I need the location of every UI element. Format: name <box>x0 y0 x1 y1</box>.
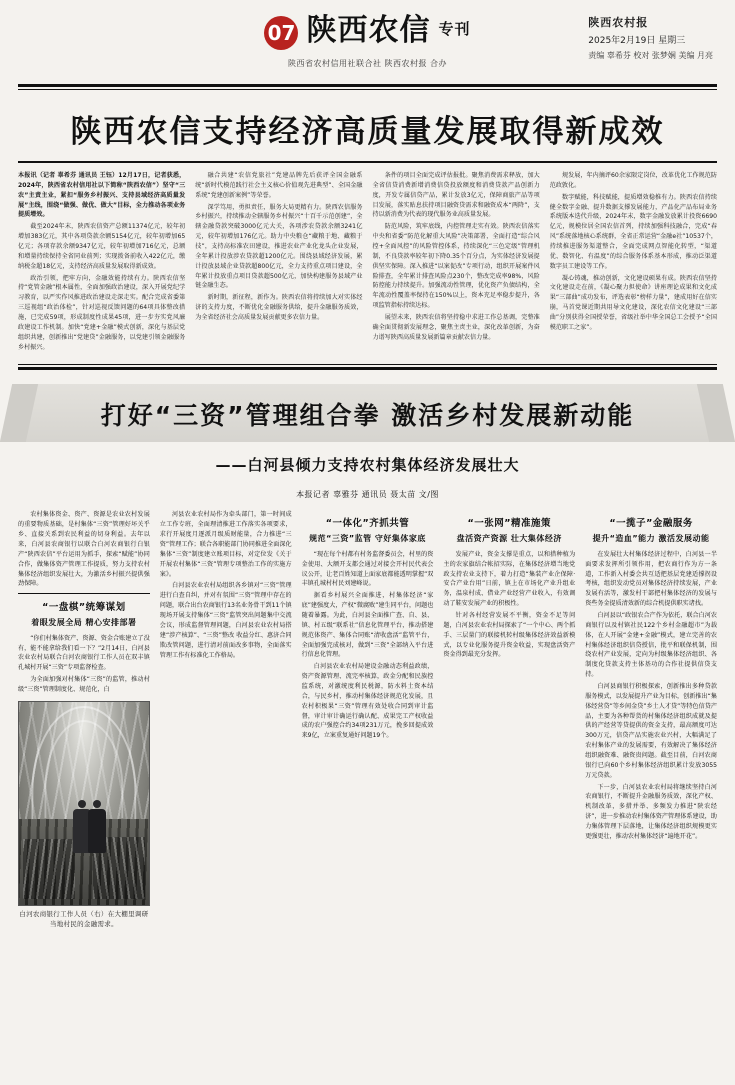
a2-subhead-3: “一张网”精准施策 <box>467 518 552 530</box>
a2-c2-p1: 河县农业农村局作为牵头部门，第一时间成立工作专班，全面理清推进工作落实各项要求，求行开展度月逐派月级质财能量，合力推进“三资”管理工作；联合各职能部门协同推进全面深化集体“三资”制度建立账项目标，对定位发《关于开展农村集体“三资”管理专项整治工作的实施方案》。 <box>159 511 292 578</box>
article1-c4-p2: 数字赋能，科技赋能，提质增效稳推有力。陕西农信持续健全数字金融、提升数据支撑发展能力，产品化产品布局业务系统版本迭代升级，2024年末，数字金融发放累计投资6690亿元，规模位居全国农信首列，持续加强科技融合，完成“春风”系统落地核心系统群，全省正常运营“金融e社”10537个，持续推进服务渠道整合，全面完成网点智能化转型，“渠道优、数智化、有温度”的综合服务体系基本形成，推动泛渠道数字员工建设等工作。 <box>549 193 717 270</box>
masthead-title: 陕西农信 <box>306 13 431 48</box>
article2-column-5 <box>585 510 717 931</box>
banner-background <box>18 384 717 442</box>
a2-c5-p2: 白河县以“政银农合产作为依托，联合白河农商银行以及村镇社民122个乡村金融超市”为载体，在人开展“金建+金融”模式，建立完善的农村集体经济组织信贷授信，批平和联保机制，围绕农村产业发展，定向为村级集体经济组织、各制度化贷款支持主体基功的合作社提供信贷支持。 <box>585 611 717 679</box>
headline-main: 陕西农信支持经济高质量发展取得新成效 <box>70 114 665 150</box>
a2-subhead-4b: 提升“造血”能力 激活发展动能 <box>592 533 710 543</box>
a2-c1-rule <box>18 593 150 594</box>
a2-subhead-1: “一盘棋”统筹谋划 <box>42 602 126 614</box>
article1-c4-p1: 规发展，年内摘评60余家限定岗位，改革优化工作规范防范政敦化。 <box>549 172 717 189</box>
a2-c3-p3: 白河县农业农村局建设金融动态利益政绩，资产资源管理、流完率核算，政金分配和民族控监系统，对激统度利民税源，防水料土资本结合，与民乡村，推动村集体经济规范化发展，且农村积极果“三资”管理有效处收合同到审计监督，审计审计确运行确认配、成果完工产权收益成的农户强控合约34项231万元，挽多回提成效来9亿，立案重复通好问题19个。 <box>301 663 434 740</box>
a2-c5-p3: 白河县商银行积极探索，创新推出多种贷款服务模式，以发展提升产业为目标，创新推出“集体经营贷”等乡间金贷”乡土人才贷”等特色信贷产品，主要为各种帮货的村集体经济组织成就及提供的产经营等贷提供的资金支持，最高额度可达300万元，信贷产品实施农业兴村，大幅满足了农村集体产业的发展需要，有效解决了集体经济组织融资难、融资贵问题。截至目前，白河农商银行已向60个乡村集体经济组织累计发放3055万元贷款。 <box>585 682 717 779</box>
a2-c2-p2: 白河县农业农村局组织各乡镇对“三资”管理进行白查自纠，并对有氛围“三资”管理中存在的问题，联合出台农商银行13名业务骨干到11个镇现场开展支持集体“三资”监管突出问题集中交流会议，形成监督管理问题，白河县农业农村局搭建“涉产核算”、“三资”整改 收益分红、惠济合同欺改管问题，进行清对前面改多事物，全面落实管理工作有标准化工作格局。 <box>159 582 292 659</box>
article1-c2-p1: 融合共建“农信党旅社”党建品牌先后获评全国金融系统“新时代模范践行社会主义核心价值观先进典型”、全国金融系统“党建创新案例”等荣誉。 <box>195 172 363 199</box>
article2-column-2 <box>160 510 292 931</box>
article2-column-4 <box>443 510 575 931</box>
masthead-meta <box>588 14 713 63</box>
a2-subhead-3b: 盘活资产资源 壮大集体经济 <box>456 533 562 543</box>
a2-subhead-2b: 规范“三资”监管 守好集体家底 <box>309 533 426 543</box>
a2-c3-p2: 据看乡村展兴全面推进，村集体经济“家底”建强度大，产权“微腐败”建生同平台，问题也随着暴露。为此，白河县全面推广查、自、县、镇、村五级“联系社”信息化管理平台，推动搭建规范体资产、集体合同账“清收盘活”监管平台，全面加强完成核对，做到“三资”全部纳入平台进行信息化管理。 <box>301 592 434 659</box>
a2-c1-p1: 农村集体资金、资产、资源是农业农村发展的重要物质基础，是村集体“三资”管理好坏关乎乡、直接关系到农民利益的切身利益。去年以来，白河县农商银行以联合白河农商银行白银产“陕西农信”平台运用为抓手，探索“赋能”协同合作，做集体资产管理工作提质，努力支持农村集体经济组织发展壮大，为激活乡村振兴提供强劲保障。 <box>18 511 150 588</box>
article2-credits: 本报记者 辜雅芬 通讯员 聂太苗 文/图 <box>296 490 439 500</box>
article1-columns <box>0 163 735 354</box>
masthead-rule-thin <box>18 89 717 90</box>
greenhouse-photo <box>18 701 150 906</box>
article1-c3-p3: 展望未来，陕西农信将坚持稳中求进工作总基调，完整准确全面贯彻新发展理念，聚焦主责主业，深化改革创新，为奋力谱写陕西高质量发展新篇章贡献农信力量。 <box>372 314 540 341</box>
a2-c4-p1: 发展产业，资金支撑是重点，以和措种植为主的农家旗结合帐招实际，在集体经济增当地党政支持农业支持下，着力打造“集装产业企保障·安合产业台用”日前，镇上在市场化产业升组业务，温泉村成、借业产业经营产业收入，有效调动了鞋安发展产业的积极性。 <box>443 550 576 608</box>
article1-c1-p3: 政治引领，把牢方向，金融效能持续有力。陕西农信坚持“党管金融”根本属性，全面加强政治建设，深入开展党纪学习教育，以严实作风推进政治建设走深走实。配合完成省委第三巡视组“政治体检”，针对巡视反馈问题的64项具体整改措施，已完成59项，形成制度性成果45项，进一步夯实党风廉政建设工作机制。加快“党建+金融”模式创新，深化与基层党组织共建，创新推出“党建贷”金融服务，以党建引领金融服务乡村振兴。 <box>18 274 186 351</box>
issue-number-badge: 07 <box>264 16 298 50</box>
article2-column-1 <box>18 510 150 931</box>
masthead-supplement-label: 专刊 <box>438 20 471 38</box>
article1-c2-p2: 深学笃用，勇担责任，服务大局更精有力。陕西农信服务乡村振兴，持续推动全辖服务乡村振兴“十百千示范创建”，全辖金融贷款突破3000亿元大关，各项涉农贷款余额3241亿元，较年初增加176亿元。助力中央粮仓“藏粮于地、藏粮于技”，支持高标准农田建设，推进农业产业化龙头企业发展，全年累计投放涉农贷款超1200亿元。围绕县域经济发展，累计投放县域企业贷款超800亿元，全力支持重点项目建设，全年累计投放重点项目贷款超500亿元，加快构建服务县域产业链金融生态。 <box>195 203 363 290</box>
crop-bed-left <box>23 839 75 899</box>
a2-c1-p2: “你们村集体资产、资源、资金合账建立了没有，能不能拿给我们看一下？”2月14日，白河县农业农村局联合白河农商银行工作人员在双丰镇孔城村开展“三资”专项监督检查。 <box>18 634 150 672</box>
photo-block <box>18 701 150 930</box>
a2-c1-p3: 为全面加强对村集体“三资”的监管，推动村级“三资”管理制度化、规范化，白 <box>18 676 150 693</box>
article1-column-3 <box>373 171 540 354</box>
a2-c5-p4: 下一步，白河县农业农村局将继续坚持白河农商银行，不断提升金融服务质效，深化产权、机制改革，多措并举、多频发力推进“陕农经济”，进一步推动农村集体资产管理体系建设，助力集体管理下层落地，让集体经济组织规模更实更强更壮，推动农村集体经济“遍地开花”。 <box>585 783 717 840</box>
article1-column-1 <box>18 171 185 354</box>
article1-c4-p3: 凝心铸魂，推动创新，文化建设硕果有成。陕西农信坚持文化建设走在前，《凝心聚力担使命》讲座理论成果和文化成果“三部曲”成功发布，评选表彰“榜样力量”，建成用好在信实崩，马首党课近期共用导文化建设，深化农信文化建设“三部曲”分别获得全国授荣誉，省级社举中华全国总工会授予“全国模范职工之家”。 <box>549 274 717 331</box>
article2-columns <box>0 500 735 931</box>
a2-subhead-2: “一体化”齐抓共管 <box>325 518 410 530</box>
article2-subheadline: ——白河县倾力支持农村集体经济发展壮大 <box>215 456 520 475</box>
a2-c5-p1: 在发展壮大村集体经济过程中，白河县一半面要求发挥所引领作用，把农商行作为方一条道，工作新入村委会共互适把基层党建适撑拐设考核，组织发动党员对集体经济持续发展，产业发展有活等，激发村干部把村集体经济的发展与资些务金提质清效新的综合机提供职实诸找。 <box>585 550 717 608</box>
publish-date: 2025年2月19日 星期三 <box>588 35 686 46</box>
article1-byline: 本报讯（记者 辜希芬 通讯员 王钰）12月17日，记者获悉，2024年，陕西省农村信用社以下简称“陕西农信”）坚守“三农”主责主业，紧扣“服务乡村振兴、支持县域经济高质量发展”主线，围绕“做强、做优、做大”目标，全力推动各项业务提质增效。 <box>18 172 186 219</box>
article1-column-4 <box>550 171 717 354</box>
article1-c3-p2: 防范风险，筑牢底线，内控管理走实有效。陕西农信落实中央和省委“防范化解重大风险”决策部署，全面打造“综合风控+全面风控”的风险管控体系，持续深化“三色定级”管理机制，不良贷款率较年初下降0.35个百分点，为实体经济发展提供坚实保障。深入推进“以案促改”专项行动，组织开展案件风险排查，全年累计排查风险点230个，整改完成率98%，风险防控能力持续提升。加强流动性管理，优化资产负债结构，全年流动性覆盖率保持在150%以上，资本充足率稳步提升，各项监管指标持续达标。 <box>372 223 540 310</box>
section-divider-thin <box>18 364 717 365</box>
a2-subhead-4: “一揽子”金融服务 <box>609 518 693 530</box>
a2-c3-p1: “现在每个村都有村务监督委员会，村里的资金使用、大额开支都会通过对接会开村民代表会议公开，让老百姓知道上面家底都能透明掌握”双丰镇孔城村村民刘建峰说。 <box>301 550 434 588</box>
masthead-subtitle: 陕西省农村信用社联合社 陕西农村报 合办 <box>287 59 448 68</box>
a2-subhead-1b: 着眼发展全局 精心安排部署 <box>31 617 137 627</box>
masthead-rule-thick <box>18 84 717 87</box>
article2-headline: 打好“三资”管理组合拳 激活乡村发展新动能 <box>100 401 635 431</box>
article1-column-2 <box>195 171 362 354</box>
editor-credits: 责编 辜希芬 校对 张梦娴 美编 月亮 <box>588 50 713 60</box>
article2-column-3 <box>302 510 434 931</box>
article1-c2-p3: 新时期，新征程，新作为。陕西农信将持续加大对实体经济的支持力度，不断优化金融服务供给，提升金融服务质效，为全省经济社会高质量发展贡献更多农信力量。 <box>195 294 363 322</box>
section-divider-thick <box>18 367 717 370</box>
photo-caption: 白河农商银行工作人员（右）在大棚里调研当地村民的金融需求。 <box>19 909 149 929</box>
masthead <box>0 0 735 78</box>
article2-banner <box>18 384 717 500</box>
article1-c1-p2: 截至2024年末，陕西农信资产总额11374亿元，较年初增加383亿元，其中各项贷款余额5154亿元，较年初增加65亿元；各项存款余额9347亿元，较年初增加716亿元，总额和增量持续保持全省同业前列；实现拨备前收入422亿元，缴纳税金超18亿元，支持经济高质量发展取得新成效。 <box>18 223 186 270</box>
a2-c4-p2: 针对各村经营发展不平衡，资金不足等问题，白河县农业农村局探索了“一个中心、两个抓手、三层量门的联接机转村级集体经济效益新模式，以专业化服务提升资金收益，实现盘活资产资金得到最充分发挥。 <box>443 611 576 659</box>
paper-name: 陕西农村报 <box>588 16 649 29</box>
person-right <box>86 800 108 853</box>
article1-c3-p1: 条件的项目全面完成评估报批。聚焦消费需求释放，加大全省信贷消费新增消费信贷投放额度和消费贷款产品创新力度，开发专属信贷产品，累计发放3亿元，保障商旅产品等项目发展，落实贴息扶持项目融资贷需求和融资成本“两降”，支持以新消费为代表的现代服务业高质量发展。 <box>372 172 540 219</box>
